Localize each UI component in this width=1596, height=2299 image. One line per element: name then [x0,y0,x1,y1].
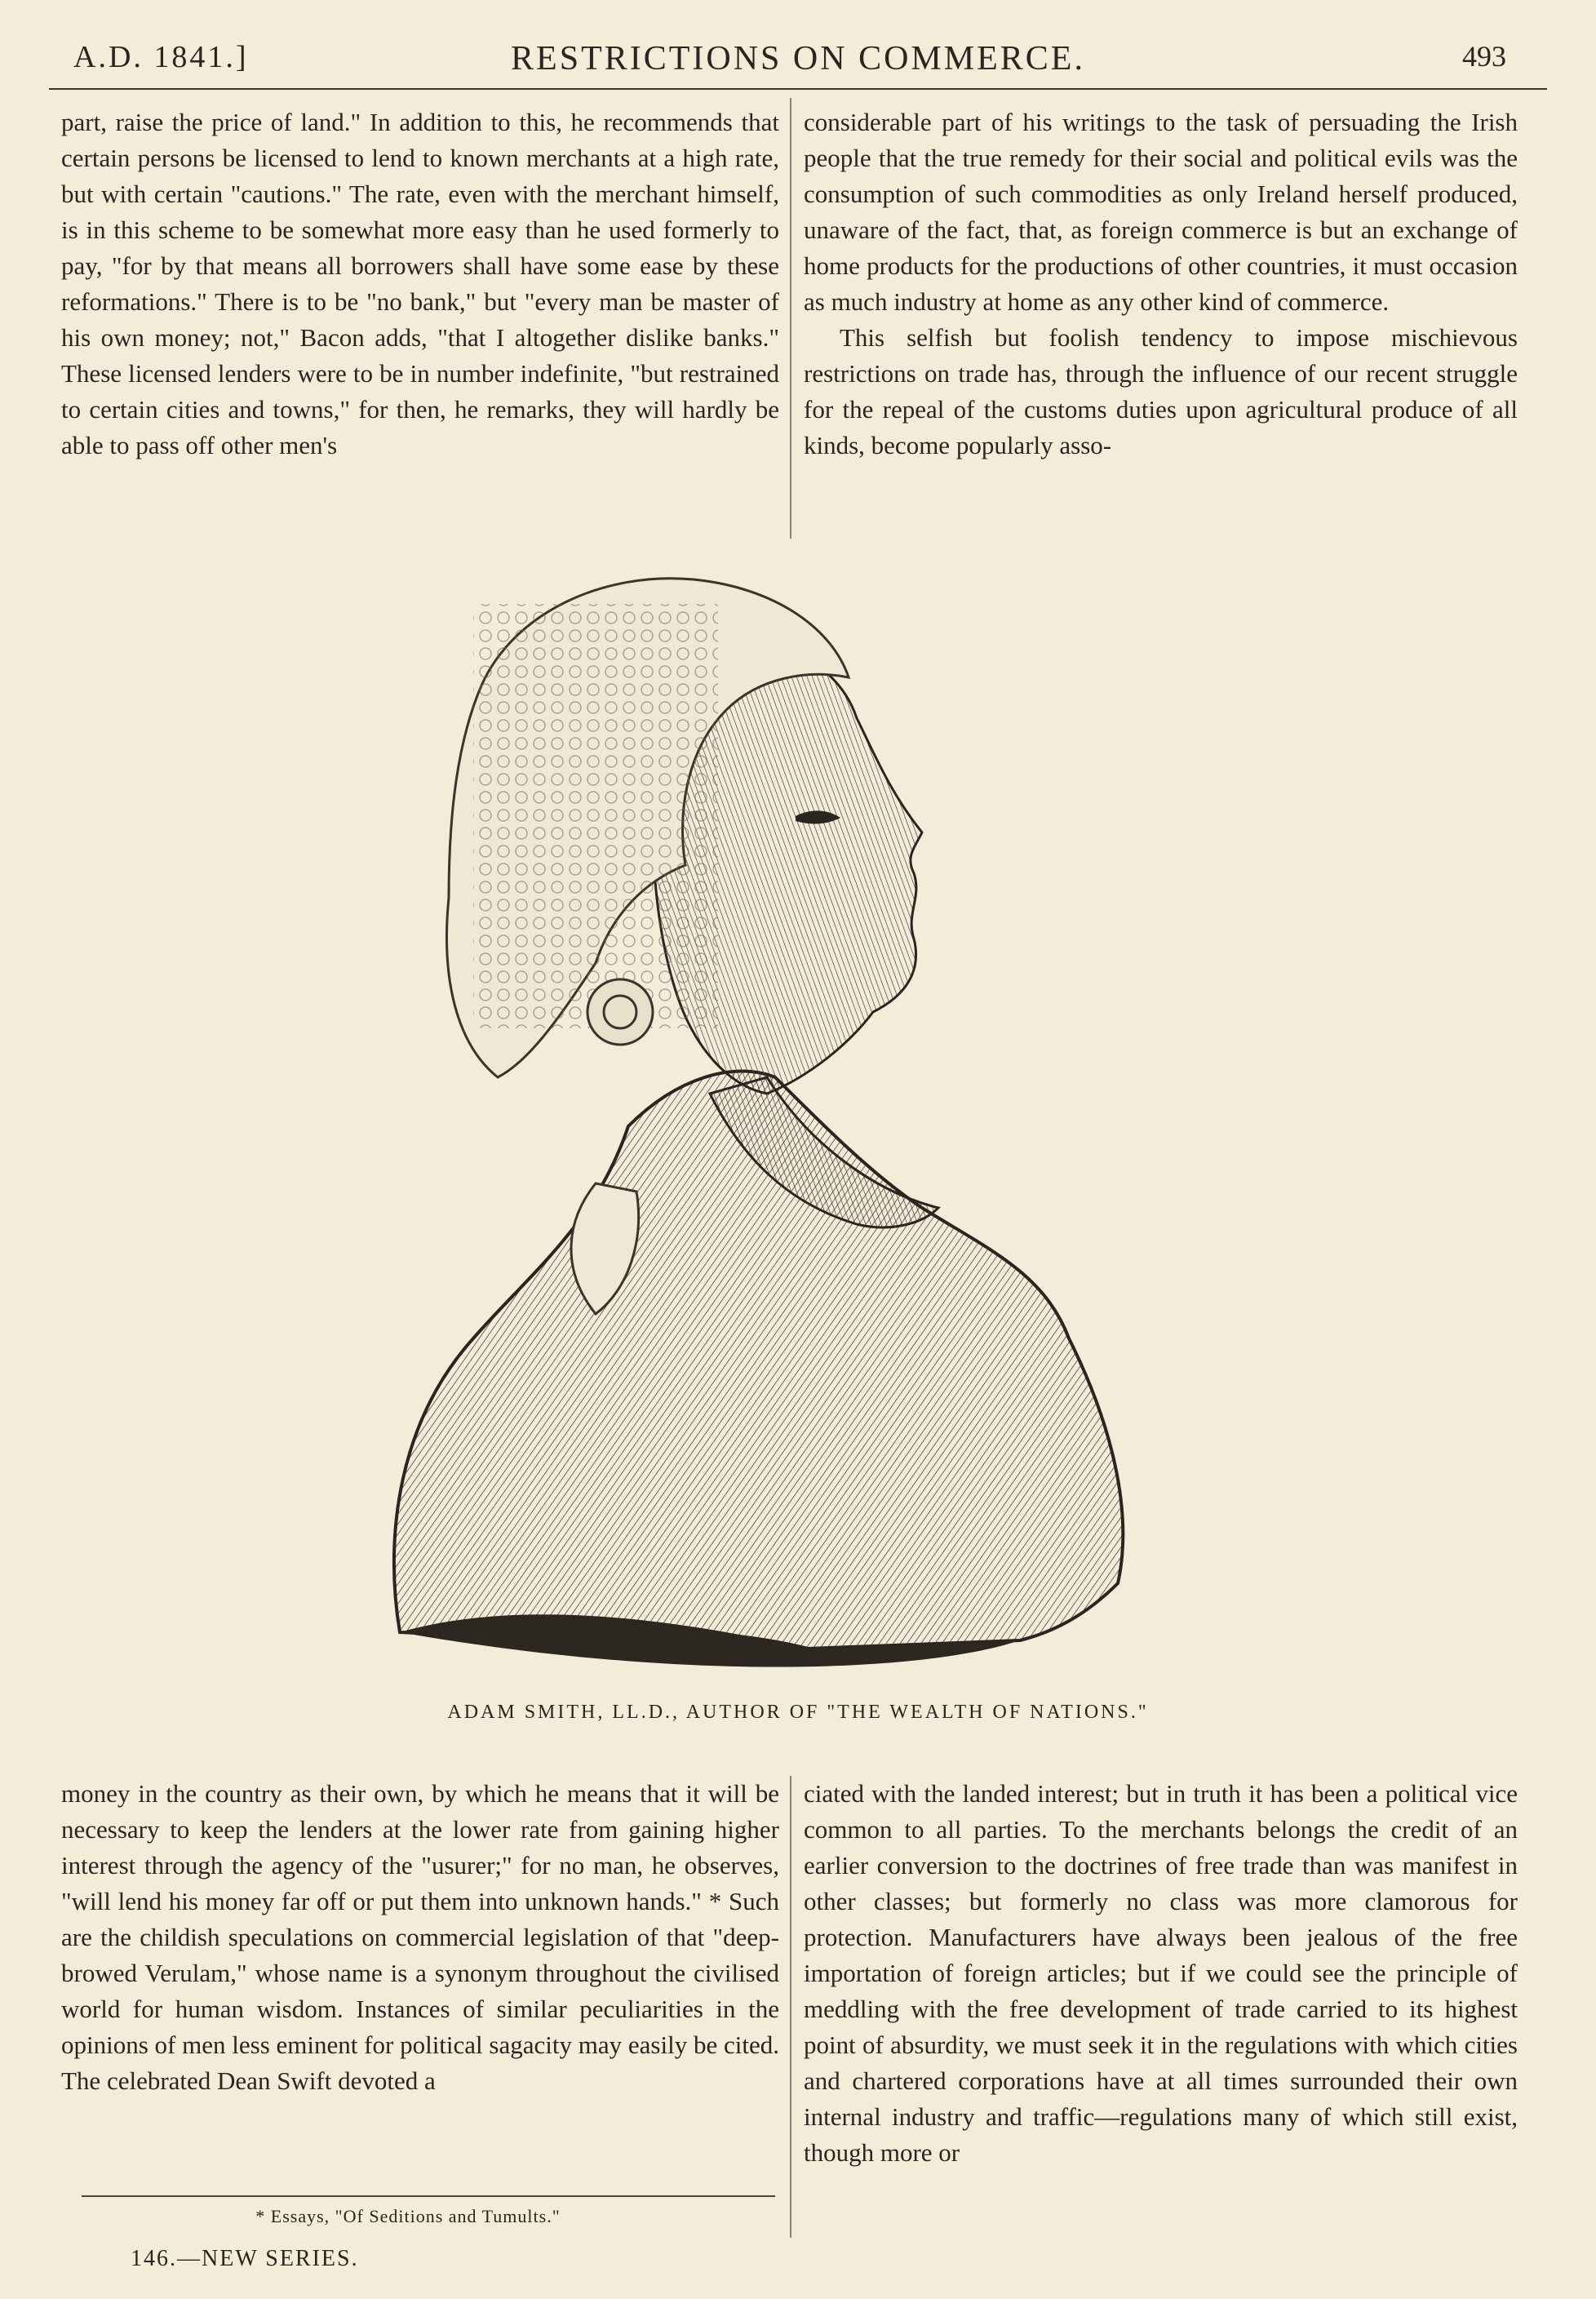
wig-roll [587,979,653,1045]
wig-curls [473,604,718,1028]
footnote-rule [82,2195,775,2197]
paragraph: considerable part of his writings to the task of persuading the Irish people that the true remedy for their social and political evils was the consumption of such commodities as only Ireland herself produced, unaware of the fact, that, as foreign commerce is but an exchange of home products for the productions of other countries, it must occasion as much industry at home as any other kind of commerce. [804,108,1518,316]
portrait-engraving [351,555,1240,1689]
text-column-upper-right [804,104,1518,464]
paragraph: part, raise the price of land." In addition to this, he recommends that certain persons be licensed to lend to known merchants at a high rate, but with certain "cautions." The rate, even with the merchant himself, is in this scheme to be somewhat more easy than he used formerly to pay, "for by that means all borrowers shall have some ease by these reformations." There is to be "no bank," but "every man be master of his own money; not," Bacon adds, "that I altogether dislike banks." These licensed lenders were to be in number indefinite, "but restrained to certain cities and towns," for then, he remarks, they will hardly be able to pass off other men's [61,108,779,459]
header-date: A.D. 1841.] [73,40,249,74]
text-column-lower-left [61,1776,779,2099]
page-number: 493 [1462,40,1506,73]
running-head [49,39,1547,85]
column-divider [790,98,791,539]
figure-caption: ADAM SMITH, LL.D., AUTHOR OF "THE WEALTH OF NATIONS." [447,1702,1149,1723]
page-title: RESTRICTIONS ON COMMERCE. [511,40,1085,78]
footnote: * Essays, "Of Seditions and Tumults." [255,2206,561,2226]
paragraph: money in the country as their own, by which he means that it will be necessary to keep the lenders at the lower rate from gaining higher interest through the agency of the "usurer;" for no man, he observes, "will lend his money far off or put them into unknown hands." * Such are the childish speculations on commercial legislation of that "deep-browed Verulam," whose name is a synonym throughout the civilised world for human wisdom. Instances of similar peculiarities in the opinions of men less eminent for political sagacity may easily be cited. The celebrated Dean Swift devoted a [61,1779,779,2095]
paragraph: This selfish but foolish tendency to impose mischievous restrictions on trade has, through the influence of our recent struggle for the repeal of the customs duties upon agricultural produce of all kinds, become popularly asso- [804,323,1518,459]
paragraph: ciated with the landed interest; but in truth it has been a political vice common to all parties. To the merchants belongs the credit of an earlier conversion to the doctrines of free trade than was manifest in other classes; but formerly no class was more clamorous for protection. Manufacturers have always been jealous of the free importation of foreign articles; but if we could see the principle of meddling with the free development of trade carried to its highest point of absurdity, we must seek it in the regulations with which cities and chartered corporations have at all times surrounded their own internal industry and traffic—regulations many of which still exist, though more or [804,1779,1518,2167]
header-rule [49,88,1547,90]
signature-mark: 146.—NEW SERIES. [131,2246,359,2271]
text-column-upper-left [61,104,779,464]
column-divider [790,1776,791,2238]
text-column-lower-right [804,1776,1518,2171]
